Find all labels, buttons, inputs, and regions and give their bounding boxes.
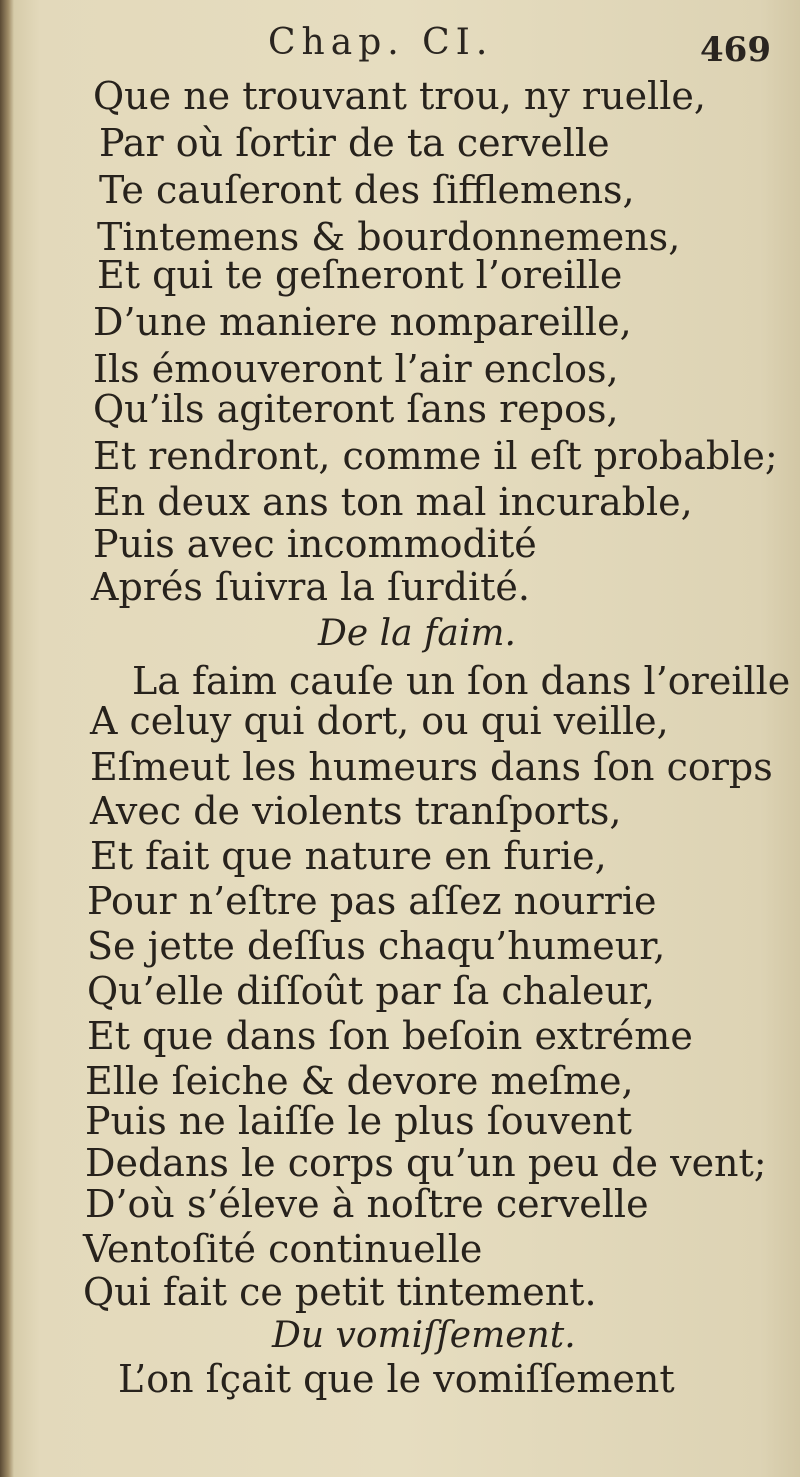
verse-line: Se jette deſſus chaqu’humeur, [87,924,666,968]
verse-line: Eſmeut les humeurs dans ſon corps [90,745,773,789]
verse-line: Dedans le corps qu’un peu de vent; [85,1141,767,1185]
verse-line: Qu’elle diſſoût par ſa chaleur, [87,969,655,1013]
verse-line: Et qui te geſneront l’oreille [97,253,623,297]
chapter-heading: Chap. CI. [268,22,494,63]
verse-line: Et que dans ſon beſoin extréme [87,1014,693,1058]
verse-line: Aprés ſuivra la ſurdité. [91,565,530,609]
verse-line: Te cauſeront des ſifflemens, [99,168,635,212]
verse-line: Que ne trouvant trou, ny ruelle, [93,74,706,118]
verse-line: Et rendront, comme il eſt probable; [93,434,778,478]
verse-line: Ventoſité continuelle [83,1227,483,1271]
verse-line: A celuy qui dort, ou qui veille, [90,699,669,743]
verse-line: La faim cauſe un ſon dans l’oreille [132,659,791,703]
verse-line: Ils émouveront l’air enclos, [93,347,619,391]
verse-line: D’une maniere nompareille, [93,300,632,344]
verse-line: Par où ſortir de ta cervelle [99,121,610,165]
page-number: 469 [700,30,771,70]
verse-line: L’on ſçait que le vomiſſement [118,1357,675,1401]
verse-line: Avec de violents tranſports, [90,789,622,833]
verse-line: Pour n’eſtre pas aſſez nourrie [87,879,657,923]
verse-line: Qu’ils agiteront ſans repos, [93,387,619,431]
section-title: Du vomiſſement. [272,1315,576,1356]
verse-line: Et fait que nature en furie, [90,834,607,878]
section-title: De la faim. [318,613,516,654]
verse-line: Puis ne laiſſe le plus ſouvent [85,1099,632,1143]
verse-line: Puis avec incommodité [93,522,537,566]
verse-line: Elle ſeiche & devore meſme, [85,1059,634,1103]
verse-line: En deux ans ton mal incurable, [93,480,693,524]
verse-line: Qui fait ce petit tintement. [83,1270,597,1314]
verse-line: D’où s’éleve à noſtre cervelle [85,1182,649,1226]
page-binding-edge [0,0,14,1477]
verse-line: Tintemens & bourdonnemens, [97,215,681,259]
